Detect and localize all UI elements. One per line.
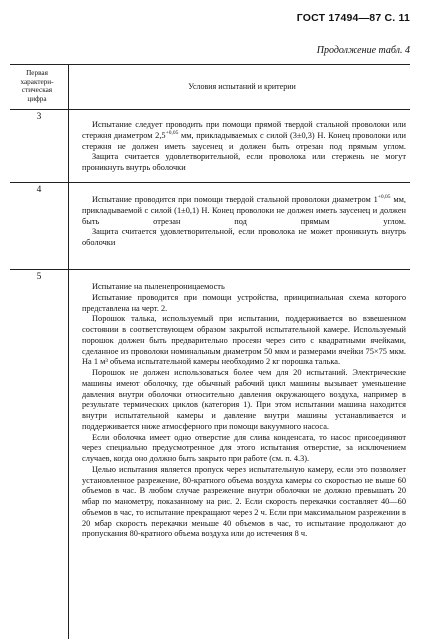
- paragraph: Целью испытания является пропуск через испытательную камеру, если это позволяет установленное разрежение, 80-кратного объема воздуха камеры со скоростью не выше 60 объемов в час. В любом случае разрежение внутри оболочки не должно превышать 20 мбар по манометру, показанному на рис. 2. Если скорость перекачки составляет 40—60 объемов в час, то испытание прекращают через 2 ч. Если при максимальном разрежении в 20 мбар скорость перекачки меньше 40 объемов в час, то испытание продолжают до пропускания 80-кратного объема воздуха или до истечения 8 ч.: [82, 464, 406, 539]
- row-text: [82, 120, 406, 174]
- row-text: [82, 282, 406, 540]
- paragraph: Защита считается удовлетворительной, если проволока не может проникнуть внутрь оболочки: [82, 227, 406, 247]
- header-line: стическая: [21, 86, 53, 95]
- table-header: [10, 65, 410, 110]
- paragraph: Порошок талька, используемый при испытании, поддерживается во взвешенном состоянии в соответствующем образом закрытой испытательной камере. Используемый порошок должен быть предварительно просеян через сито с квадратными ячейками, сделанное из проволоки номинальным диаметром 50 мкм и размерами ячейки 75×75 мкм. На 1 м³ объема испытательной камеры необходимо 2 кг порошка талька.: [82, 314, 406, 367]
- table-row: [10, 270, 410, 540]
- header-line: Первая: [26, 69, 48, 77]
- paragraph: Испытание проводится при помощи твердой стальной проволоки диаметром $1^{+0,05}$ мм, прикладываемой с силой (1±0,1) Н. Конец проволоки не должен иметь заусенец и должен быть отрезан под прямым углом.: [82, 194, 407, 226]
- characteristic-digit: 5: [36, 272, 42, 282]
- characteristic-digit: 4: [36, 185, 42, 195]
- paragraph: Испытание следует проводить при помощи прямой твердой стальной проволоки или стержня диаметром $2,5^{+0,05}$ мм, прикладываемых с силой (3±0,3) Н. Конец проволоки или стержня не должен иметь заусенец и должен быть отрезан под прямым углом.: [82, 120, 406, 151]
- characteristic-digit: 3: [36, 112, 42, 122]
- paragraph: Защита считается удовлетворительной, если проволока или стержень не могут проникнуть внутрь оболочки: [82, 152, 406, 172]
- row-text: [82, 195, 406, 249]
- conditions-table: [10, 64, 410, 639]
- table-row: [10, 110, 410, 172]
- header-line: цифра: [27, 94, 47, 103]
- paragraph: Порошок не должен использоваться более чем для 20 испытаний. Электрические машины имеют оболочку, где обычный рабочий цикл машины вызывает уменьшение давления внутри оболочки относительно давления окружающего воздуха, например в результате термических циклов (категория 1). При этом испытании машина находится внутри испытательной камеры и давление внутри машины устанавливается и поддерживается ниже атмосферного при помощи вакуумного насоса.: [82, 368, 406, 431]
- first-digit-column-header: [10, 69, 64, 103]
- table-continuation-caption: Продолжение табл. 4: [316, 45, 410, 56]
- paragraph: Если оболочка имеет одно отверстие для слива конденсата, то насос присоединяют через специально предусмотренное для этого испытания отверстие, за исключением случаев, когда оно должно быть закрыто при работе (см. п. 4.3).: [82, 432, 406, 463]
- paragraph-title: Испытание на пыленепроницаемость: [92, 282, 225, 291]
- standard-reference: ГОСТ 17494—87 С. 11: [296, 12, 410, 24]
- header-line: характери-: [20, 77, 54, 86]
- conditions-column-header: Условия испытаний и критерии: [188, 82, 296, 91]
- table-row: [10, 183, 410, 263]
- paragraph: Испытание проводится при помощи устройства, принципиальная схема которого представлена на черт. 2.: [82, 292, 406, 313]
